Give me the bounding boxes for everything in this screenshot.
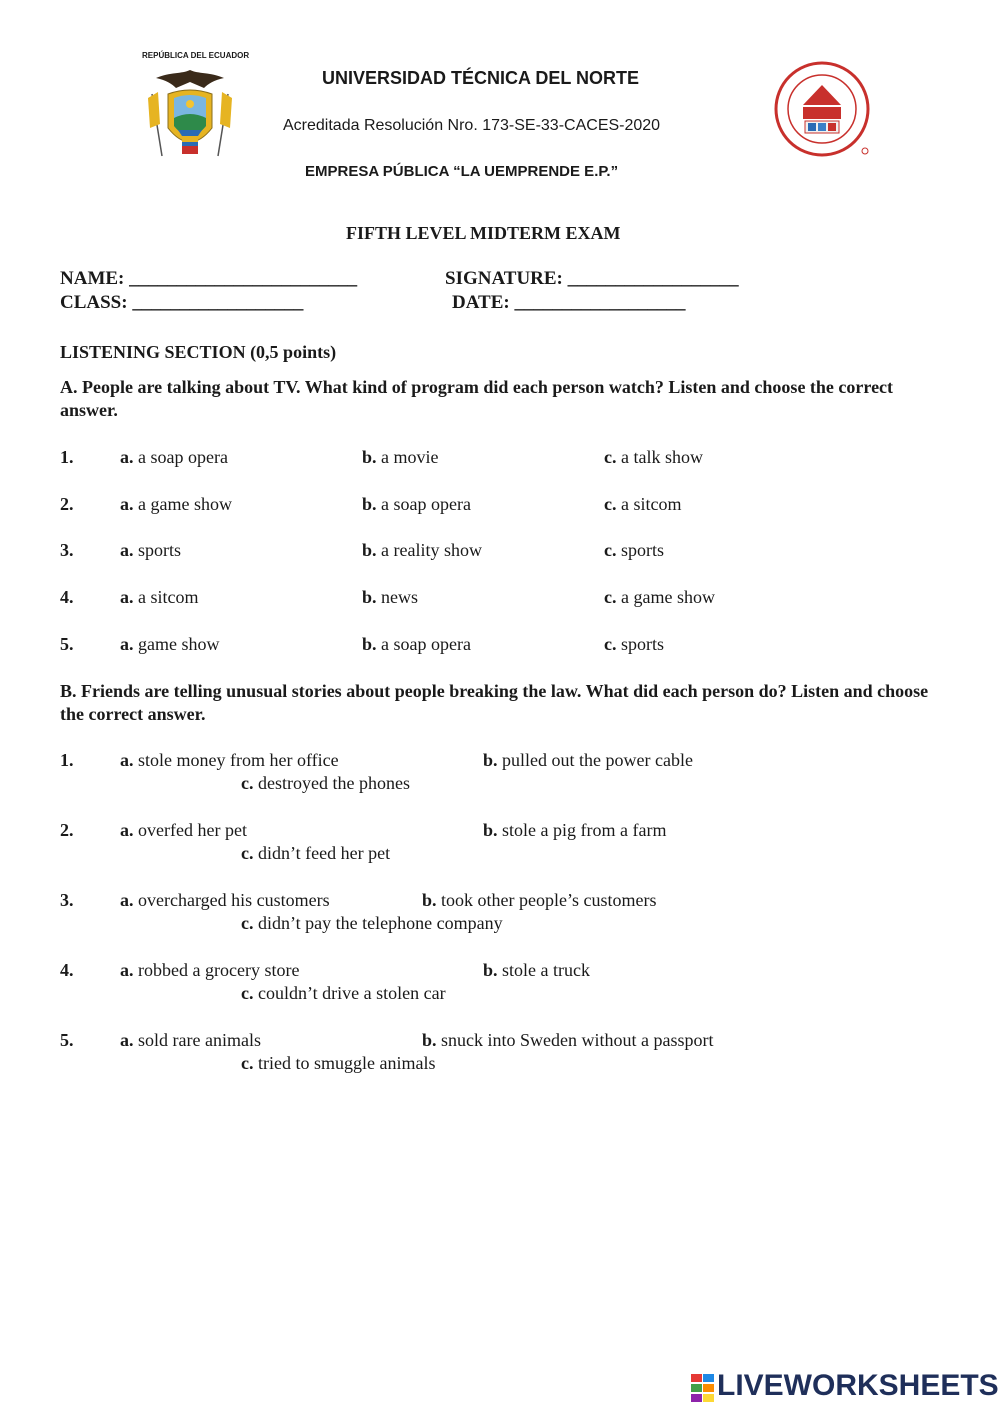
part-b-q5-option-b[interactable]: b. snuck into Sweden without a passport <box>422 1030 714 1050</box>
part-b-q2-option-b[interactable]: b. stole a pig from a farm <box>483 820 667 840</box>
coat-of-arms-emblem <box>142 64 238 162</box>
university-seal-logo <box>773 61 873 159</box>
university-title: UNIVERSIDAD TÉCNICA DEL NORTE <box>322 68 640 88</box>
date-field[interactable]: DATE: __________________ <box>452 292 686 313</box>
part-b-q1-option-b[interactable]: b. pulled out the power cable <box>483 750 693 770</box>
part-b-q1-option-a[interactable]: a. stole money from her office <box>120 750 339 770</box>
company-name: EMPRESA PÚBLICA “LA UEMPRENDE E.P.” <box>305 163 619 180</box>
part-a-q4-option-c[interactable]: c. a game show <box>604 587 715 607</box>
part-a-q2-option-b[interactable]: b. a soap opera <box>362 494 471 514</box>
part-a-q2-number: 2. <box>60 494 74 514</box>
section-title: LISTENING SECTION (0,5 points) <box>60 342 337 362</box>
part-b-q2-number: 2. <box>60 820 74 840</box>
part-b-q4-option-b[interactable]: b. stole a truck <box>483 960 590 980</box>
part-a-q3-option-b[interactable]: b. a reality show <box>362 540 482 560</box>
part-a-q2-option-c[interactable]: c. a sitcom <box>604 494 682 514</box>
part-a-q2-option-a[interactable]: a. a game show <box>120 494 232 514</box>
part-b-instruction: B. Friends are telling unusual stories about people breaking the law. What did each person do? Listen and choose the correct answer. <box>60 681 929 724</box>
part-a-q5-number: 5. <box>60 634 74 654</box>
exam-title: FIFTH LEVEL MIDTERM EXAM <box>346 223 621 243</box>
part-a-q4-option-a[interactable]: a. a sitcom <box>120 587 199 607</box>
part-b-q4-option-c[interactable]: c. couldn’t drive a stolen car <box>241 983 446 1003</box>
part-b-q1-number: 1. <box>60 750 74 770</box>
signature-field[interactable]: SIGNATURE: __________________ <box>445 268 739 289</box>
part-a-q5-option-c[interactable]: c. sports <box>604 634 665 654</box>
part-a-q1-option-a[interactable]: a. a soap opera <box>120 447 228 467</box>
part-a-q3-option-c[interactable]: c. sports <box>604 540 665 560</box>
liveworksheets-logo-icon <box>691 1374 715 1402</box>
part-b-q5-option-a[interactable]: a. sold rare animals <box>120 1030 261 1050</box>
class-field[interactable]: CLASS: __________________ <box>60 292 304 313</box>
part-b-q5-option-c[interactable]: c. tried to smuggle animals <box>241 1053 436 1073</box>
part-b-q5-number: 5. <box>60 1030 74 1050</box>
part-b-q2-option-c[interactable]: c. didn’t feed her pet <box>241 843 391 863</box>
part-a-q1-number: 1. <box>60 447 74 467</box>
part-b-q2-option-a[interactable]: a. overfed her pet <box>120 820 247 840</box>
part-a-q5-option-b[interactable]: b. a soap opera <box>362 634 471 654</box>
part-b-q3-option-a[interactable]: a. overcharged his customers <box>120 890 330 910</box>
part-a-q1-option-b[interactable]: b. a movie <box>362 447 439 467</box>
part-b-q3-option-b[interactable]: b. took other people’s customers <box>422 890 657 910</box>
part-b-q1-option-c[interactable]: c. destroyed the phones <box>241 773 410 793</box>
accreditation-text: Acreditada Resolución Nro. 173-SE-33-CACES-2020 <box>283 117 661 134</box>
country-label: REPÚBLICA DEL ECUADOR <box>142 51 250 60</box>
part-a-q4-number: 4. <box>60 587 74 607</box>
part-b-q3-option-c[interactable]: c. didn’t pay the telephone company <box>241 913 503 933</box>
liveworksheets-brand: LIVEWORKSHEETS <box>717 1369 999 1402</box>
name-field[interactable]: NAME: ________________________ <box>60 268 358 289</box>
part-a-q5-option-a[interactable]: a. game show <box>120 634 220 654</box>
part-a-q1-option-c[interactable]: c. a talk show <box>604 447 703 467</box>
part-a-q3-option-a[interactable]: a. sports <box>120 540 182 560</box>
part-b-q3-number: 3. <box>60 890 74 910</box>
part-a-q4-option-b[interactable]: b. news <box>362 587 419 607</box>
part-b-q4-number: 4. <box>60 960 74 980</box>
part-b-q4-option-a[interactable]: a. robbed a grocery store <box>120 960 300 980</box>
part-a-instruction: A. People are talking about TV. What kind of program did each person watch? Listen and choose the correct answer. <box>60 377 894 420</box>
part-a-q3-number: 3. <box>60 540 74 560</box>
